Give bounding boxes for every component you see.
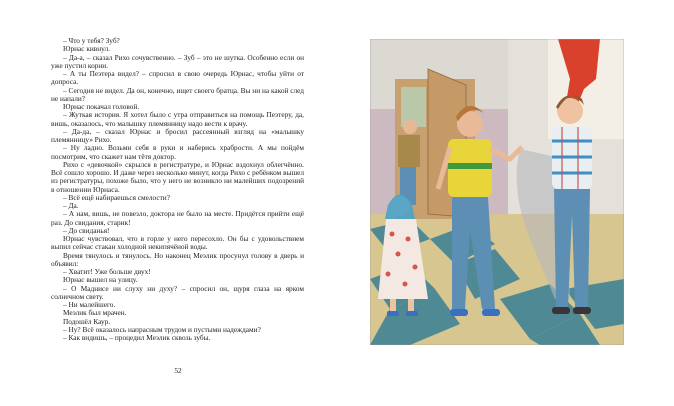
paragraph: Юрнас покачал головой. [63, 102, 140, 111]
paragraph: – Хватит! Уже больше двух! [63, 267, 151, 276]
paragraph: – Ну ладно. Возьми себя в руки и наберись храбрости. А мы пойдём посмотрим, что скажет нам тётя доктор. [51, 143, 304, 161]
page-number: 52 [174, 366, 182, 375]
paragraph: – Да. [63, 201, 79, 210]
paragraph: Время тянулось и тянулось. Но наконец Меэлик просунул голову в дверь и объявил: [51, 250, 304, 268]
paragraph: – Да-да, – сказал Юрнас и бросил рассеянный взгляд на «малышку племянницу» Рихо. [51, 126, 304, 144]
paragraph: Юрнас кивнул. [63, 44, 110, 54]
paragraph: – Как видишь, – процедил Меэлик сквозь зубы. [63, 333, 211, 342]
paragraph: Меэлик был мрачен. [63, 308, 127, 318]
paragraph: – Жуткая история. Я хотел было с утра отправиться на помощь Пеэтеру, да, вишь, оказалось, что малышку племянницу надо вести к врачу. [51, 110, 304, 128]
paragraph: – Сегодня не видел. Да он, конечно, ищет своего братца. Вы ни на какой след не напали? [51, 85, 304, 103]
paragraph: Юрнас чувствовал, что в горле у него пересохло. Он бы с удовольствием выпил сейчас стакан холодной некипячёной воды. [51, 234, 304, 252]
paragraph: Рихо с «девочкой» скрылся в регистратуре, и Юрнас вздохнул облегчённо. Всё сошло хорошо. И даже через несколько минут, когда Рихо с ребёнком вышел из регистратуры, похоже было, что у него не возникло ни малейших подозрений в отношении Юрнаса. [51, 159, 304, 194]
paragraph: – А нам, вишь, не повезло, доктора не было на месте. Придётся прийти ещё раз. До свидания, старик! [51, 209, 304, 227]
paragraph: – Что у тебя? Зуб? [63, 36, 120, 45]
illustration [370, 39, 624, 345]
paragraph: Юрнас вышел на улицу. [63, 275, 138, 285]
paragraph: – Ни малейшего. [63, 300, 116, 309]
paragraph: Подошёл Каур. [63, 316, 111, 326]
paragraph: – О Маднисе ни слуху ни духу? – спросил он, щуря глаза на ярком солнечном свету. [51, 283, 304, 301]
body-text [51, 37, 304, 342]
paragraph: – Всё ещё набираешься смелости? [63, 192, 170, 202]
paragraph: – Да-а, – сказал Рихо сочувственно. – Зуб – это не шутка. Особенно если он уже пустил корни. [51, 52, 304, 70]
paragraph: – До свиданья! [63, 225, 110, 235]
paragraph: – А ты Пеэтера видел? – спросил в свою очередь Юрнас, чтобы уйти от допроса. [51, 69, 304, 87]
paragraph: – Ну? Всё оказалось напрасным трудом и пустыми надеждами? [63, 324, 261, 334]
